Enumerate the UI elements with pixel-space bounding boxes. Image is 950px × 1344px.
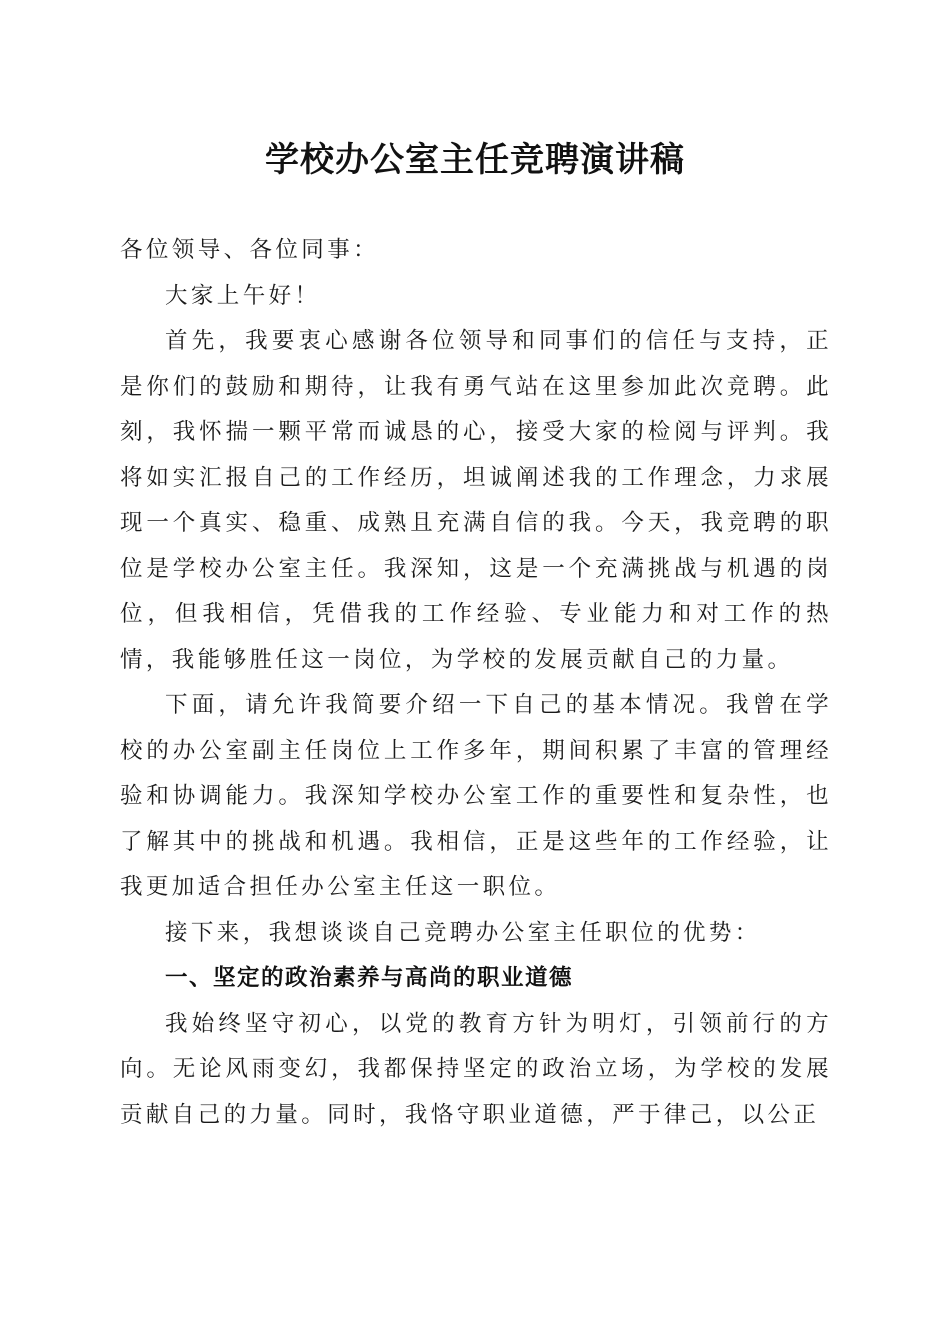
document-body	[120, 228, 832, 1138]
section-heading: 一、坚定的政治素养与高尚的职业道德	[165, 965, 574, 991]
document-title: 学校办公室主任竞聘演讲稿	[265, 140, 685, 180]
paragraph-background: 下面，请允许我简要介绍一下自己的基本情况。我曾在学校的办公室副主任岗位上工作多年，期间积累了丰富的管理经验和协调能力。我深知学校办公室工作的重要性和复杂性，也了解其中的挑战和机遇。我相信，正是这些年的工作经验，让我更加适合担任办公室主任这一职位。	[120, 692, 832, 900]
greeting: 大家上午好！	[165, 282, 321, 309]
paragraph-transition: 接下来，我想谈谈自己竞聘办公室主任职位的优势：	[165, 919, 761, 946]
paragraph-intro: 首先，我要衷心感谢各位领导和同事们的信任与支持，正是你们的鼓励和期待，让我有勇气站在这里参加此次竞聘。此刻，我怀揣一颗平常而诚恳的心，接受大家的检阅与评判。我将如实汇报自己的工作经历，坦诚阐述我的工作理念，力求展现一个真实、稳重、成熟且充满自信的我。今天，我竞聘的职位是学校办公室主任。我深知，这是一个充满挑战与机遇的岗位，但我相信，凭借我的工作经验、专业能力和对工作的热情，我能够胜任这一岗位，为学校的发展贡献自己的力量。	[120, 328, 832, 673]
section-paragraph: 我始终坚守初心，以党的教育方针为明灯，引领前行的方向。无论风雨变幻，我都保持坚定的政治立场，为学校的发展贡献自己的力量。同时，我恪守职业道德，严于律己，以公正	[120, 1010, 832, 1128]
salutation: 各位领导、各位同事：	[120, 237, 380, 263]
